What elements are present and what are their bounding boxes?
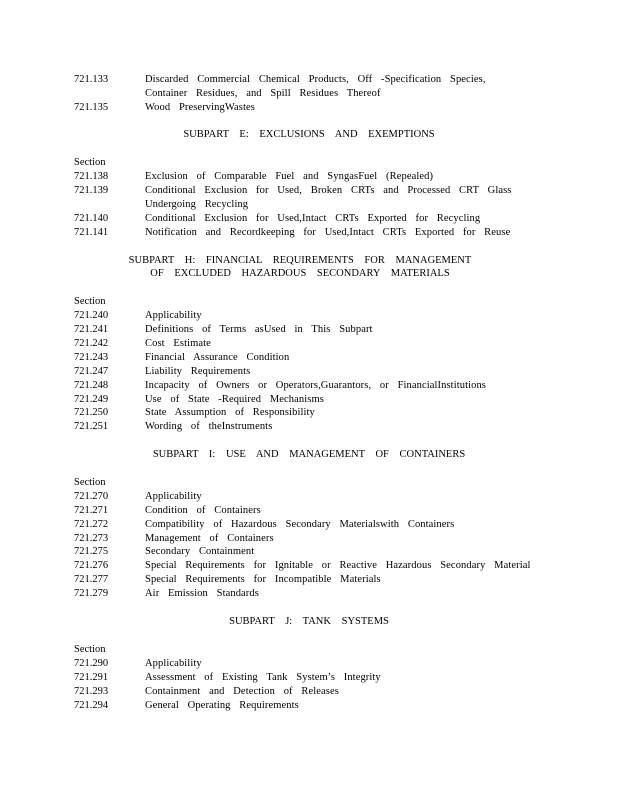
section-title: Air Emission Standards — [145, 588, 259, 599]
section-number: 721.242 — [74, 338, 109, 349]
section-number: 721.138 — [74, 171, 109, 182]
toc-entry — [74, 351, 534, 365]
toc-entry — [74, 518, 534, 532]
section-label: Section — [74, 477, 106, 488]
section-title: Secondary Containment — [145, 546, 255, 557]
toc-entry — [74, 323, 534, 337]
toc-entry — [74, 545, 534, 559]
section-title: Cost Estimate — [145, 338, 211, 349]
subpart-heading: SUBPART E: EXCLUSIONS AND EXEMPTIONS — [183, 129, 435, 140]
section-title: Applicability — [145, 658, 202, 669]
section-number: 721.249 — [74, 394, 109, 405]
section-number: 721.243 — [74, 352, 109, 363]
section-number: 721.290 — [74, 658, 109, 669]
section-title: Wording of theInstruments — [145, 421, 273, 432]
toc-entry — [74, 657, 534, 671]
section-number: 721.271 — [74, 505, 109, 516]
section-number: 721.248 — [74, 380, 109, 391]
section-number: 721.141 — [74, 227, 109, 238]
section-title: Applicability — [145, 491, 202, 502]
toc-entry — [74, 170, 534, 184]
toc-entry — [74, 532, 534, 546]
toc-entry — [74, 699, 534, 713]
section-title: Wood PreservingWastes — [145, 102, 255, 113]
toc-entry — [74, 393, 534, 407]
toc-entry — [74, 573, 534, 587]
section-title: Management of Containers — [145, 533, 274, 544]
section-title: Conditional Exclusion for Used,Intact CRTs Exported for Recycling — [145, 213, 481, 224]
section-number: 721.279 — [74, 588, 109, 599]
section-title: Condition of Containers — [145, 505, 261, 516]
section-number: 721.277 — [74, 574, 109, 585]
section-number: 721.291 — [74, 672, 109, 683]
toc-entry — [74, 504, 534, 518]
section-number: 721.293 — [74, 686, 109, 697]
section-number: 721.275 — [74, 546, 109, 557]
toc-entry — [74, 101, 534, 115]
toc-entry — [74, 73, 534, 101]
toc-entry — [74, 365, 534, 379]
section-title: Special Requirements for Incompatible Materials — [145, 574, 381, 585]
subpart-heading: SUBPART H: FINANCIAL REQUIREMENTS FOR MANAGEMENT — [128, 255, 472, 266]
toc-entry — [74, 420, 534, 434]
section-number: 721.240 — [74, 310, 109, 321]
section-number: 721.270 — [74, 491, 109, 502]
toc-entry — [74, 337, 534, 351]
toc-entry — [74, 587, 534, 601]
toc-entry — [74, 379, 534, 393]
section-number: 721.140 — [74, 213, 109, 224]
section-title: Notification and Recordkeeping for Used,Intact CRTs Exported for Reuse — [145, 227, 511, 238]
section-number: 721.135 — [74, 102, 109, 113]
toc-entry — [74, 226, 534, 240]
toc-entry — [74, 184, 534, 212]
section-label: Section — [74, 296, 106, 307]
section-title: Use of State -Required Mechanisms — [145, 394, 324, 405]
section-label: Section — [74, 157, 106, 168]
section-title: Incapacity of Owners or Operators,Guarantors, or FinancialInstitutions — [145, 380, 486, 391]
section-number: 721.272 — [74, 519, 109, 530]
section-title: Liability Requirements — [145, 366, 251, 377]
section-title: Conditional Exclusion for Used, Broken CRTs and Processed CRT Glass Undergoing Recycling — [145, 185, 512, 210]
section-number: 721.294 — [74, 700, 109, 711]
toc-entry — [74, 212, 534, 226]
section-number: 721.247 — [74, 366, 109, 377]
section-number: 721.241 — [74, 324, 109, 335]
section-label: Section — [74, 644, 106, 655]
section-title: Compatibility of Hazardous Secondary Materialswith Containers — [145, 519, 455, 530]
section-number: 721.273 — [74, 533, 109, 544]
toc-entry — [74, 309, 534, 323]
toc-entry — [74, 406, 534, 420]
toc-entry — [74, 685, 534, 699]
subpart-heading: SUBPART I: USE AND MANAGEMENT OF CONTAINERS — [152, 449, 466, 460]
toc-entry — [74, 490, 534, 504]
subpart-heading-continued: OF EXCLUDED HAZARDOUS SECONDARY MATERIALS — [150, 268, 450, 279]
section-number: 721.250 — [74, 407, 109, 418]
section-title: Assessment of Existing Tank System’s Integrity — [145, 672, 381, 683]
section-number: 721.276 — [74, 560, 109, 571]
section-number: 721.251 — [74, 421, 109, 432]
section-title: Financial Assurance Condition — [145, 352, 290, 363]
section-title: Applicability — [145, 310, 202, 321]
section-number: 721.139 — [74, 185, 109, 196]
section-title: Discarded Commercial Chemical Products, Off -Specification Species, Container Residues, and Spill Residues Thereof — [145, 74, 486, 99]
section-title: General Operating Requirements — [145, 700, 299, 711]
section-number: 721.133 — [74, 74, 109, 85]
section-title: Containment and Detection of Releases — [145, 686, 339, 697]
section-title: Exclusion of Comparable Fuel and SyngasFuel (Repealed) — [145, 171, 434, 182]
toc-entry — [74, 559, 534, 573]
subpart-heading: SUBPART J: TANK SYSTEMS — [229, 616, 389, 627]
section-title: State Assumption of Responsibility — [145, 407, 315, 418]
section-title: Special Requirements for Ignitable or Reactive Hazardous Secondary Material — [145, 560, 531, 571]
toc-entry — [74, 671, 534, 685]
section-title: Definitions of Terms asUsed in This Subpart — [145, 324, 373, 335]
